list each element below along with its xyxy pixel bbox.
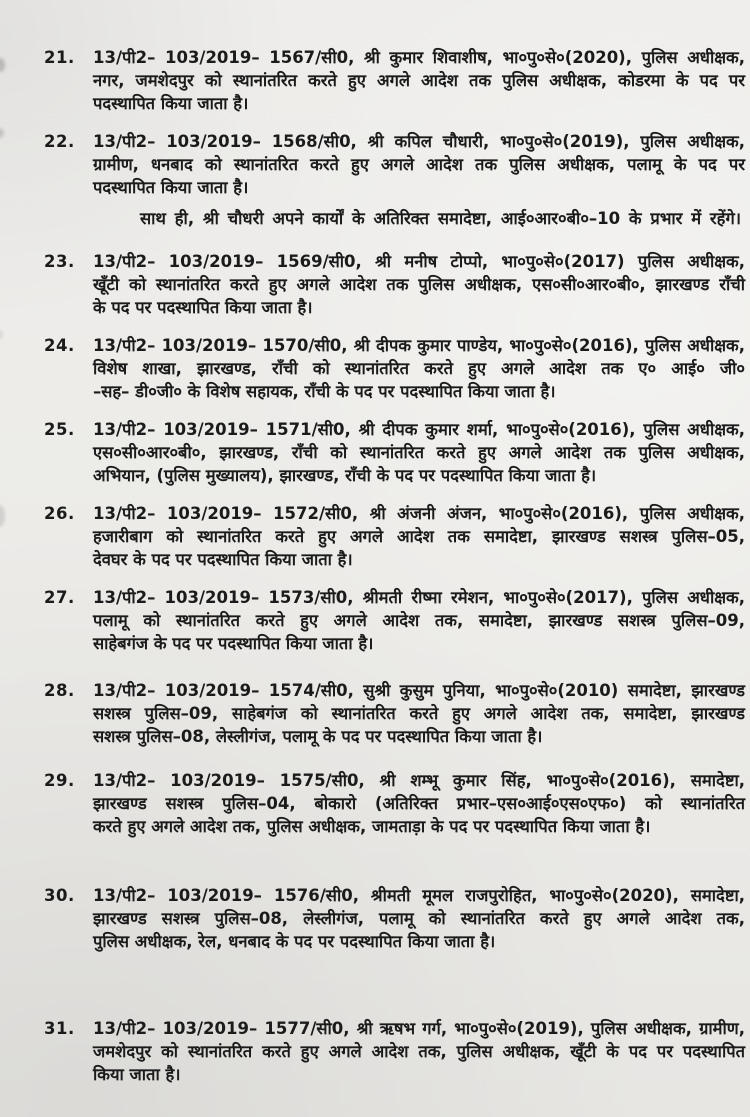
item-line: पदस्थापित किया जाता है। [93, 178, 249, 197]
item-text [93, 586, 745, 655]
order-item-30 [44, 884, 745, 953]
order-item-28 [44, 679, 745, 748]
order-item-25 [44, 418, 745, 487]
item-number: 24. [44, 336, 75, 355]
item-text [93, 250, 745, 319]
item-number: 22. [44, 132, 75, 151]
item-line: एस०सी०आर०बी०, झारखण्ड, राँची को स्थानांतरित करते हुए अगले आदेश तक पुलिस अधीक्षक, [93, 443, 745, 462]
item-line: खूँटी को स्थानांतरित करते हुए अगले आदेश तक पुलिस अधीक्षक, एस०सी०आर०बी०, झारखण्ड राँची [93, 275, 745, 294]
order-item-21 [44, 46, 745, 115]
item-line: –सह– डी०जी० के विशेष सहायक, राँची के पद पर पदस्थापित किया जाता है। [93, 382, 556, 401]
item-line: नगर, जमशेदपुर को स्थानांतरित करते हुए अगले आदेश तक पुलिस अधीक्षक, कोडरमा के पद पर [93, 71, 745, 90]
item-number: 29. [44, 771, 75, 790]
order-item-22 [44, 130, 745, 199]
item-text [93, 130, 745, 199]
item-line: देवघर के पद पर पदस्थापित किया जाता है। [93, 550, 353, 569]
item-text [93, 46, 745, 115]
additional-charge-note: साथ ही, श्री चौधरी अपने कार्यों के अतिरिक्त समादेष्टा, आई०आर०बी०–10 के प्रभार में रहेंगे। [140, 209, 741, 228]
item-number: 23. [44, 252, 75, 271]
item-number: 31. [44, 1019, 75, 1038]
item-line: 13/पी2– 103/2019– 1570/सी0, श्री दीपक कुमार पाण्डेय, भा०पु०से०(2016), पुलिस अधीक्षक, [93, 336, 745, 355]
item-line: झारखण्ड सशस्त्र पुलिस–08, लेस्लीगंज, पलामू को स्थानांतरित करते हुए अगले आदेश तक, [93, 909, 745, 928]
item-line: 13/पी2– 103/2019– 1571/सी0, श्री दीपक कुमार शर्मा, भा०पु०से०(2016), पुलिस अधीक्षक, [93, 420, 745, 439]
item-text [93, 679, 745, 748]
item-number: 25. [44, 420, 75, 439]
order-item-23 [44, 250, 745, 319]
item-text [93, 334, 745, 403]
item-line: 13/पी2– 103/2019– 1569/सी0, श्री मनीष टोप्पो, भा०पु०से०(2017) पुलिस अधीक्षक, [93, 252, 745, 271]
item-number: 21. [44, 48, 75, 67]
item-number: 26. [44, 504, 75, 523]
item-line: विशेष शाखा, झारखण्ड, राँची को स्थानांतरित करते हुए अगले आदेश तक ए० आई० जी० [93, 359, 745, 378]
item-line: 13/पी2– 103/2019– 1575/सी0, श्री शम्भू कुमार सिंह, भा०पु०से०(2016), समादेष्टा, [93, 771, 745, 790]
item-line: साहेबगंज के पद पर पदस्थापित किया जाता है। [93, 634, 374, 653]
item-line: पलामू को स्थानांतरित करते हुए अगले आदेश तक, समादेष्टा, झारखण्ड सशस्त्र पुलिस–09, [93, 611, 745, 630]
item-text [93, 502, 745, 571]
item-line: पदस्थापित किया जाता है। [93, 94, 249, 113]
item-line: 13/पी2– 103/2019– 1573/सी0, श्रीमती रीष्मा रमेशन, भा०पु०से०(2017), पुलिस अधीक्षक, [93, 588, 745, 607]
item-line: के पद पर पदस्थापित किया जाता है। [93, 298, 313, 317]
order-item-24 [44, 334, 745, 403]
item-number: 27. [44, 588, 75, 607]
item-line: 13/पी2– 103/2019– 1567/सी0, श्री कुमार शिवाशीष, भा०पु०से०(2020), पुलिस अधीक्षक, [93, 48, 745, 67]
item-text [93, 418, 745, 487]
item-line: सशस्त्र पुलिस–09, साहेबगंज को स्थानांतरित करते हुए अगले आदेश तक, समादेष्टा, झारखण्ड [93, 704, 745, 723]
order-item-26 [44, 502, 745, 571]
order-item-27 [44, 586, 745, 655]
item-line: किया जाता है। [93, 1065, 181, 1084]
item-line: पुलिस अधीक्षक, रेल, धनबाद के पद पर पदस्थापित किया जाता है। [93, 932, 496, 951]
item-line: 13/पी2– 103/2019– 1576/सी0, श्रीमती मूमल राजपुरोहित, भा०पु०से०(2020), समादेष्टा, [93, 886, 745, 905]
item-line: 13/पी2– 103/2019– 1574/सी0, सुश्री कुसुम पुनिया, भा०पु०से०(2010) समादेष्टा, झारखण्ड [93, 681, 745, 700]
item-line: अभियान, (पुलिस मुख्यालय), झारखण्ड, राँची के पद पर पदस्थापित किया जाता है। [93, 466, 597, 485]
item-line: 13/पी2– 103/2019– 1568/सी0, श्री कपिल चौधारी, भा०पु०से०(2019), पुलिस अधीक्षक, [93, 132, 745, 151]
item-number: 30. [44, 886, 75, 905]
item-line: 13/पी2– 103/2019– 1572/सी0, श्री अंजनी अंजन, भा०पु०से०(2016), पुलिस अधीक्षक, [93, 504, 745, 523]
order-item-29 [44, 769, 745, 838]
item-line: हजारीबाग को स्थानांतरित करते हुए अगले आदेश तक समादेष्टा, झारखण्ड सशस्त्र पुलिस–05, [93, 527, 745, 546]
item-line: जमशेदपुर को स्थानांतरित करते हुए अगले आदेश तक, पुलिस अधीक्षक, खूँटी के पद पर पदस्थापित [93, 1042, 745, 1061]
order-item-31 [44, 1017, 745, 1086]
item-line: 13/पी2– 103/2019– 1577/सी0, श्री ऋषभ गर्ग, भा०पु०से०(2019), पुलिस अधीक्षक, ग्रामीण, [93, 1019, 745, 1038]
item-line: करते हुए अगले आदेश तक, पुलिस अधीक्षक, जामताड़ा के पद पर पदस्थापित किया जाता है। [93, 817, 651, 836]
item-line: झारखण्ड सशस्त्र पुलिस–04, बोकारो (अतिरिक्त प्रभार–एस०आई०एस०एफ०) को स्थानांतरित [93, 794, 745, 813]
item-text [93, 884, 745, 953]
item-line: ग्रामीण, धनबाद को स्थानांतरित करते हुए अगले आदेश तक पुलिस अधीक्षक, पलामू के पद पर [93, 155, 745, 174]
item-number: 28. [44, 681, 75, 700]
item-text [93, 1017, 745, 1086]
item-text [93, 769, 745, 838]
item-line: सशस्त्र पुलिस–08, लेस्लीगंज, पलामू के पद पर पदस्थापित किया जाता है। [93, 727, 543, 746]
